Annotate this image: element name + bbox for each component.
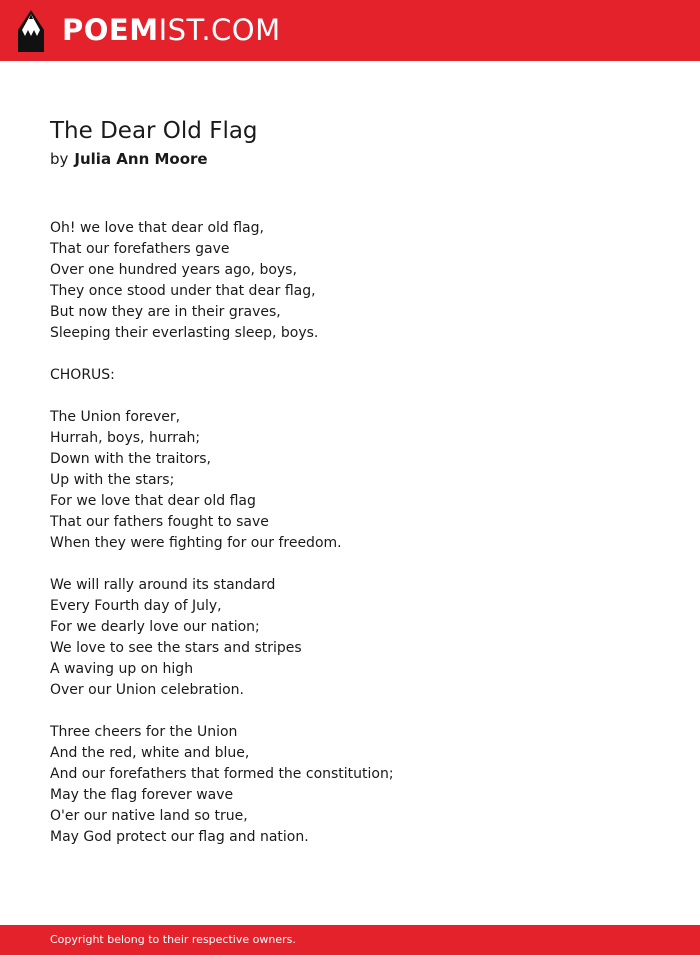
poem-stanza bbox=[50, 722, 394, 848]
poem-line: That our fathers fought to save bbox=[50, 514, 269, 530]
poem-line: And the red, white and blue, bbox=[50, 745, 250, 761]
poem-line: A waving up on high bbox=[50, 661, 194, 677]
site-logo-link[interactable] bbox=[62, 12, 281, 48]
poem-line: Three cheers for the Union bbox=[50, 724, 238, 740]
poem-line: Sleeping their everlasting sleep, boys. bbox=[50, 325, 319, 341]
poem-line: The Union forever, bbox=[50, 409, 181, 425]
poem-line: We will rally around its standard bbox=[50, 577, 276, 593]
poem-stanza bbox=[50, 365, 394, 386]
poem-line: Up with the stars; bbox=[50, 472, 175, 488]
poem-line: May the flag forever wave bbox=[50, 787, 234, 803]
poem-line: Over our Union celebration. bbox=[50, 682, 244, 698]
poem-line: May God protect our flag and nation. bbox=[50, 829, 309, 845]
poem-body bbox=[50, 218, 394, 848]
poem-line: For we love that dear old flag bbox=[50, 493, 256, 509]
copyright-notice: Copyright belong to their respective owners. bbox=[50, 933, 296, 946]
poem-byline bbox=[50, 148, 208, 170]
logo-text-bold: POEM bbox=[62, 13, 159, 47]
logo-text-light: IST.COM bbox=[158, 13, 281, 47]
poem-line: Down with the traitors, bbox=[50, 451, 211, 467]
poem-stanza bbox=[50, 407, 394, 554]
poem-line: They once stood under that dear flag, bbox=[50, 283, 316, 299]
poem-line: For we dearly love our nation; bbox=[50, 619, 260, 635]
poem-line: Oh! we love that dear old flag, bbox=[50, 220, 264, 236]
poem-author: Julia Ann Moore bbox=[74, 150, 208, 168]
poem-stanza bbox=[50, 218, 394, 344]
poem-line: That our forefathers gave bbox=[50, 241, 230, 257]
poem-line: Hurrah, boys, hurrah; bbox=[50, 430, 201, 446]
poem-line: When they were fighting for our freedom. bbox=[50, 535, 342, 551]
by-label: by bbox=[50, 150, 69, 168]
poem-line: We love to see the stars and stripes bbox=[50, 640, 302, 656]
poem-line: O'er our native land so true, bbox=[50, 808, 248, 824]
poem-line: CHORUS: bbox=[50, 367, 115, 383]
site-footer bbox=[0, 925, 700, 955]
poem-stanza bbox=[50, 575, 394, 701]
pencil-tip-icon bbox=[18, 10, 44, 52]
poem-line: Every Fourth day of July, bbox=[50, 598, 222, 614]
poem-line: And our forefathers that formed the constitution; bbox=[50, 766, 394, 782]
poem-line: But now they are in their graves, bbox=[50, 304, 281, 320]
poem-line: Over one hundred years ago, boys, bbox=[50, 262, 297, 278]
poem-title: The Dear Old Flag bbox=[50, 118, 258, 144]
site-header bbox=[0, 0, 700, 61]
